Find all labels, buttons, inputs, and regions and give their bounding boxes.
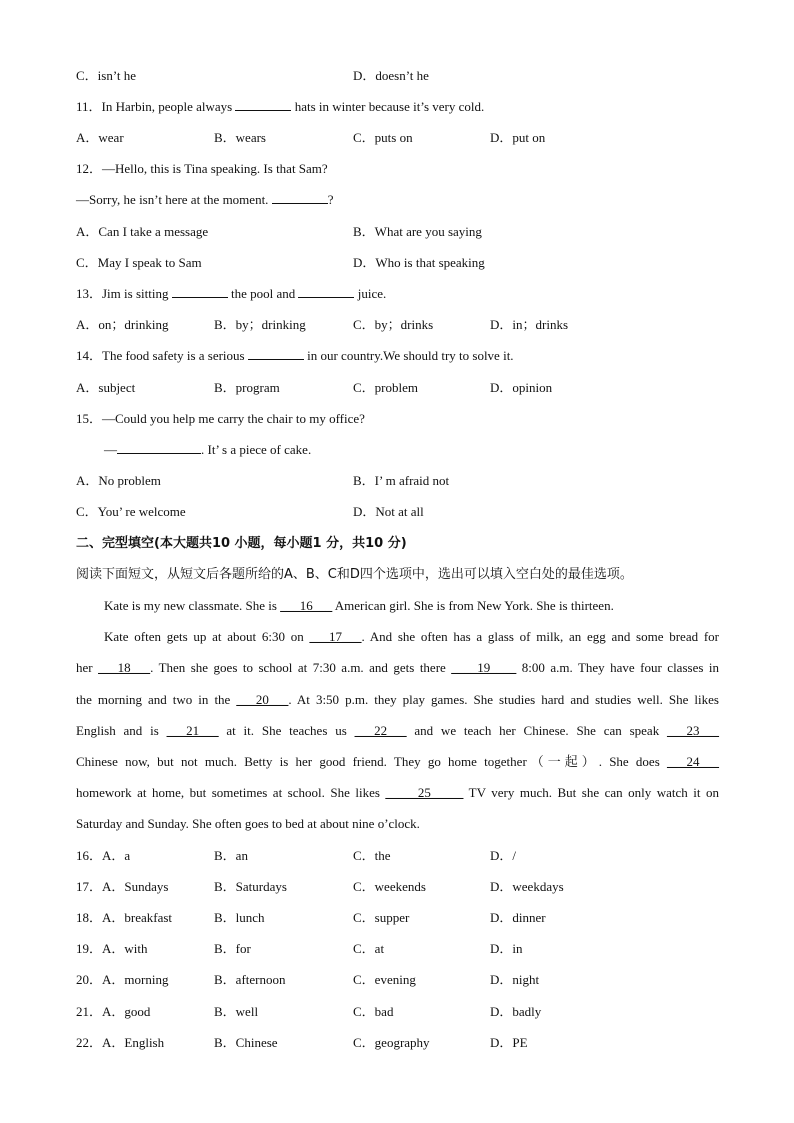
- passage-line-6: [76, 752, 719, 772]
- cloze-option-c: C．evening: [353, 972, 416, 987]
- cloze-blank-17: ___17___: [309, 629, 362, 644]
- cloze-option-d: D．/: [490, 848, 517, 863]
- q14-option-d: D．opinion: [490, 380, 553, 395]
- q13-stem-text-end: juice.: [354, 286, 387, 301]
- passage-text: American girl. She is from New York. She is thirteen.: [332, 598, 614, 613]
- q14-option-c: C．problem: [353, 380, 418, 395]
- passage-line-1: [104, 596, 719, 616]
- q14-stem-text-end: in our country.We should try to solve it.: [303, 348, 514, 363]
- q12-options-row-2: [76, 253, 719, 273]
- cloze-blank-19: ____19____: [451, 660, 517, 675]
- q15-reply-dash: —: [104, 442, 117, 457]
- cloze-option-a: 19．A．with: [76, 941, 148, 956]
- q13-option-b: B．by；drinking: [214, 317, 306, 332]
- cloze-option-b: B．Chinese: [214, 1035, 278, 1050]
- passage-text: and we teach her Chinese. She can speak: [406, 723, 667, 738]
- q13-options-row: [76, 315, 719, 335]
- q15-option-b: B．I’ m afraid not: [353, 473, 450, 488]
- passage-line-8: Saturday and Sunday. She often goes to bed at about nine o’clock.: [76, 816, 420, 831]
- q12-option-d: D．Who is that speaking: [353, 255, 485, 270]
- cloze-blank-20: ___20___: [236, 692, 289, 707]
- cloze-options-row: [76, 1033, 719, 1053]
- section-heading: 二、完型填空(本大题共10 小题，每小题1 分，共10 分): [76, 536, 407, 551]
- q11-option-c: C．puts on: [353, 130, 413, 145]
- passage-text: Kate often gets up at about 6:30 on: [104, 629, 310, 644]
- cloze-option-b: B．lunch: [214, 910, 265, 925]
- cloze-option-b: B．afternoon: [214, 972, 286, 987]
- q15-option-a: A．No problem: [76, 473, 161, 488]
- cloze-blank-25: _____25_____: [385, 785, 464, 800]
- answer-blank: [272, 191, 328, 204]
- q10-options-row: [76, 66, 719, 86]
- q10-option-c: C．isn’t he: [76, 68, 137, 83]
- answer-blank: [298, 285, 354, 298]
- q12-options-row-1: [76, 222, 719, 242]
- q11-stem-text-end: hats in winter because it’s very cold.: [291, 99, 485, 114]
- cloze-option-b: B．for: [214, 941, 251, 956]
- cloze-option-d: D．dinner: [490, 910, 546, 925]
- passage-text: . Then she goes to school at 7:30 a.m. and gets there: [150, 660, 452, 675]
- passage-text: Chinese now, but not much. Betty is her good friend. They go home together（一起）. She does: [76, 754, 667, 769]
- q13-option-a: A．on；drinking: [76, 317, 169, 332]
- cloze-blank-23: ___23___: [667, 723, 719, 738]
- answer-blank: [235, 98, 291, 111]
- cloze-blank-18: ___18___: [98, 660, 151, 675]
- passage-text: at it. She teaches us: [218, 723, 355, 738]
- cloze-option-c: C．bad: [353, 1004, 394, 1019]
- q13-option-c: C．by；drinks: [353, 317, 434, 332]
- cloze-option-c: C．geography: [353, 1035, 430, 1050]
- cloze-option-b: B．an: [214, 848, 248, 863]
- q15-option-d: D．Not at all: [353, 504, 424, 519]
- q15-options-row-1: [76, 471, 719, 491]
- q12-stem: 12．—Hello, this is Tina speaking. Is that Sam?: [76, 161, 328, 176]
- answer-blank: [248, 347, 304, 360]
- cloze-option-a: 17．A．Sundays: [76, 879, 169, 894]
- cloze-options-row: [76, 908, 719, 928]
- cloze-option-a: 22．A．English: [76, 1035, 165, 1050]
- q12-reply-text: —Sorry, he isn’t here at the moment.: [76, 192, 272, 207]
- q12-option-a: A．Can I take a message: [76, 224, 209, 239]
- passage-text: . At 3:50 p.m. they play games. She studies hard and studies well. She likes: [288, 692, 719, 707]
- q15-stem: 15．—Could you help me carry the chair to my office?: [76, 411, 365, 426]
- cloze-blank-16: ___16___: [280, 598, 333, 613]
- q11-stem: [76, 97, 719, 117]
- cloze-option-c: C．the: [353, 848, 391, 863]
- q15-option-c: C．You’ re welcome: [76, 504, 186, 519]
- cloze-option-d: D．in: [490, 941, 523, 956]
- cloze-option-c: C．weekends: [353, 879, 426, 894]
- q12-option-c: C．May I speak to Sam: [76, 255, 202, 270]
- q12-option-b: B．What are you saying: [353, 224, 482, 239]
- cloze-option-d: D．badly: [490, 1004, 542, 1019]
- cloze-option-a: 16．A．a: [76, 848, 131, 863]
- q14-option-b: B．program: [214, 380, 280, 395]
- q13-stem: [76, 284, 719, 304]
- q13-option-d: D．in；drinks: [490, 317, 569, 332]
- cloze-blank-24: ___24___: [667, 754, 719, 769]
- q11-option-a: A．wear: [76, 130, 124, 145]
- passage-text: 8:00 a.m. They have four classes in: [516, 660, 719, 675]
- cloze-option-d: D．PE: [490, 1035, 528, 1050]
- passage-text: the morning and two in the: [76, 692, 237, 707]
- q12-reply: [76, 190, 719, 210]
- q15-options-row-2: [76, 502, 719, 522]
- q13-stem-text-mid: the pool and: [227, 286, 299, 301]
- passage-text: TV very much. But she can only watch it on: [463, 785, 719, 800]
- passage-text: her: [76, 660, 99, 675]
- cloze-option-a: 21．A．good: [76, 1004, 151, 1019]
- cloze-option-b: B．Saturdays: [214, 879, 287, 894]
- q10-option-d: D．doesn’t he: [353, 68, 429, 83]
- cloze-option-d: D．weekdays: [490, 879, 564, 894]
- section-instruction: 阅读下面短文，从短文后各题所给的A、B、C和D四个选项中，选出可以填入空白处的最佳选项。: [76, 567, 633, 582]
- cloze-blank-22: ___22___: [354, 723, 407, 738]
- q15-reply: [104, 440, 719, 460]
- answer-blank: [172, 285, 228, 298]
- q11-stem-text: 11．In Harbin, people always: [76, 99, 236, 114]
- q14-stem: [76, 346, 719, 366]
- cloze-options-row: [76, 877, 719, 897]
- cloze-options-row: [76, 1002, 719, 1022]
- cloze-options-row: [76, 846, 719, 866]
- q11-option-d: D．put on: [490, 130, 546, 145]
- q14-options-row: [76, 378, 719, 398]
- passage-text: homework at home, but sometimes at school. She likes: [76, 785, 386, 800]
- cloze-option-c: C．at: [353, 941, 385, 956]
- cloze-option-d: D．night: [490, 972, 540, 987]
- passage-text: Kate is my new classmate. She is: [104, 598, 281, 613]
- q14-stem-text: 14．The food safety is a serious: [76, 348, 248, 363]
- q13-stem-text: 13．Jim is sitting: [76, 286, 172, 301]
- q12-reply-end: ?: [327, 192, 334, 207]
- cloze-options-row: [76, 939, 719, 959]
- cloze-option-a: 18．A．breakfast: [76, 910, 173, 925]
- cloze-option-c: C．supper: [353, 910, 410, 925]
- cloze-option-a: 20．A．morning: [76, 972, 169, 987]
- cloze-options-row: [76, 970, 719, 990]
- passage-line-2: [104, 627, 719, 647]
- q11-option-b: B．wears: [214, 130, 266, 145]
- passage-line-5: [76, 721, 719, 741]
- cloze-blank-21: ___21___: [166, 723, 219, 738]
- passage-text: . And she often has a glass of milk, an egg and some bread for: [361, 629, 719, 644]
- passage-text: English and is: [76, 723, 167, 738]
- q14-option-a: A．subject: [76, 380, 136, 395]
- passage-line-3: [76, 658, 719, 678]
- q11-options-row: [76, 128, 719, 148]
- q15-reply-text: . It’ s a piece of cake.: [201, 442, 312, 457]
- answer-blank: [117, 441, 201, 454]
- passage-line-7: [76, 783, 719, 803]
- passage-line-4: [76, 690, 719, 710]
- cloze-option-b: B．well: [214, 1004, 259, 1019]
